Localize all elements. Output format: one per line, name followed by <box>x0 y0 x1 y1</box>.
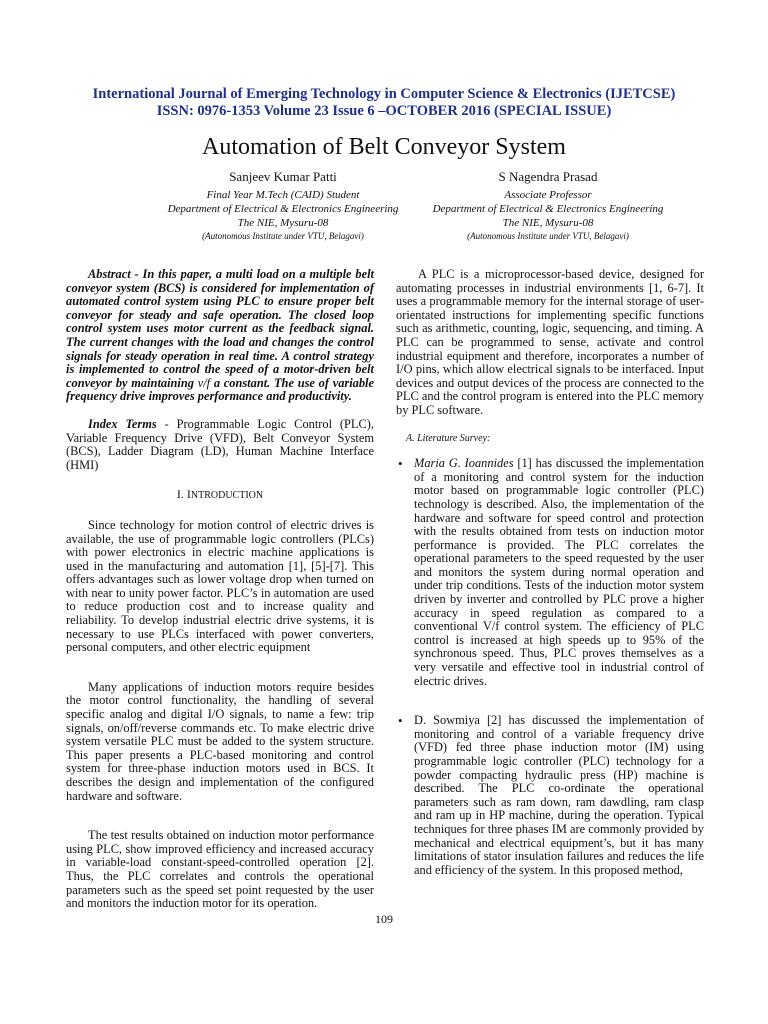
author-note: (Autonomous Institute under VTU, Belagavi) <box>202 231 364 241</box>
section-title: NTRODUCTION <box>190 490 264 502</box>
author-block-2 <box>388 169 708 243</box>
intro-paragraph-2: Many applications of induction motors require besides the motor control functionality, the handling of several specific analog and digital I/O signals, to name a few: trip signals, on/off/reverse commands etc. To make electric drive system versatile PLC must be added to the system structure. This paper presents a PLC-based monitoring and control system for three-phase induction motors used in BCS. It describes the design and implementation of the configured hardware and software. <box>66 679 374 803</box>
author-department: Department of Electrical & Electronics Engineering <box>167 203 399 215</box>
intro-paragraph-1: Since technology for motion control of electric drives is available, the use of programmable logic controllers (PLCs) with power electronics in electric machine applications is used in the manufacturing and automation [1], [5]-[7]. This offers advantages such as lower voltage drop when turned on with near to unity power factor. PLC’s in automation are used to reduce production cost and to increase quality and reliability. To develop industrial electric drive systems, it is necessary to use PLCs interfaced with power converters, personal computers, and other electric equipment <box>66 517 374 655</box>
section-number: I. I <box>176 487 191 502</box>
left-column <box>66 268 374 925</box>
abstract <box>66 268 374 404</box>
bullet-icon: • <box>398 713 403 729</box>
page-number: 109 <box>375 912 393 926</box>
abstract-text: In this paper, a multi load on a multiple belt conveyor system (BCS) is considered for implementation of automated control system using PLC to ensure proper belt conveyor for steady and safe operation. The closed loop control system uses motor current as the feedback signal. The current changes with the load and changes the control signals for steady operation in real time. A control strategy is implemented to control the speed of a motor-driven belt conveyor by maintaining <box>66 267 374 390</box>
subsection-heading: A. Literature Survey: <box>406 432 491 444</box>
list-item <box>396 714 704 877</box>
section-heading <box>66 488 374 503</box>
author-role: Final Year M.Tech (CAID) Student <box>206 189 360 201</box>
journal-issue: ISSN: 0976-1353 Volume 23 Issue 6 –OCTOBER 2016 (SPECIAL ISSUE) <box>156 103 612 119</box>
author-role: Associate Professor <box>504 189 592 201</box>
abstract-lead: Abstract - <box>88 267 139 281</box>
abstract-vf: v/f <box>197 375 211 390</box>
reference-text: D. Sowmiya [2] has discussed the implementation of monitoring and control of a variable frequency drive (VFD) fed three phase induction motor (IM) using programmable logic controller (PLC) technology for a powder compacting hydraulic press (HP) machine is described. The PLC co-ordinate the operational parameters such as ram down, ram dawdling, ram clasp and ram up in HP machine, during the operation. Typical techniques for three phases IM are commonly provided by mechanical and electrical equipment’s, but it has many limitations of stator insulation failures and reduces the life and efficiency of the system. In this proposed method, <box>414 713 704 877</box>
index-terms <box>66 418 374 472</box>
author-name: Sanjeev Kumar Patti <box>229 169 337 184</box>
bullet-icon: • <box>398 456 403 472</box>
reference-text: [1] has discussed the implementation of a monitoring and control system for the induction motor based on programmable logic controller (PLC) technology is described. Also, the implementation of the hardware and software for speed control and protection with the results obtained from tests on induction motor performance is provided. The PLC correlates the operational parameters to the speed requested by the user and monitors the system during normal operation and under trip conditions. Tests of the induction motor system driven by inverter and controlled by PLC prove a higher accuracy in speed regulation as compared to a conventional V/f control system. The efficiency of PLC control is increased at high speeds up to 95% of the synchronous speed. Thus, PLC proves themselves as a very versatile and effective tool in industrial control of electric drives. <box>414 456 704 688</box>
journal-name: International Journal of Emerging Technology in Computer Science & Electronics (IJETCSE) <box>92 86 676 102</box>
right-column <box>396 268 704 891</box>
author-name: S Nagendra Prasad <box>498 169 598 184</box>
reference-author: Maria G. Ioannides <box>414 456 514 471</box>
intro-paragraph-3: The test results obtained on induction motor performance using PLC, show improved efficiency and increased accuracy in variable-load constant-speed-controlled operation [2]. Thus, the PLC correlates and controls the operational parameters such as the speed set point requested by the user and monitors the induction motor for its operation. <box>66 828 374 911</box>
paper-title: Automation of Belt Conveyor System <box>202 134 566 160</box>
list-item <box>396 457 704 688</box>
abstract-text-end: a constant. The use of variable frequency drive improves performance and productivity. <box>66 375 375 404</box>
author-institute: The NIE, Mysuru-08 <box>237 217 329 229</box>
author-institute: The NIE, Mysuru-08 <box>502 217 594 229</box>
index-terms-text: - Programmable Logic Control (PLC), Variable Frequency Drive (VFD), Belt Conveyor System (BCS), Ladder Diagram (LD), Human Machine Interface (HMI) <box>66 416 374 472</box>
author-note: (Autonomous Institute under VTU, Belagavi) <box>467 231 629 241</box>
plc-paragraph: A PLC is a microprocessor-based device, designed for automating processes in industrial environments [1, 6-7]. It uses a programmable memory for the internal storage of user-orientated instructions for implementing specific functions such as arithmetic, counting, logic, sequencing, and timing. A PLC can be programmed to sense, activate and control industrial equipment and therefore, incorporates a number of I/O pins, which allow electrical signals to be interfaced. Input devices and output devices of the process are connected to the PLC and the control program is entered into the PLC memory by PLC software. <box>396 267 704 417</box>
author-department: Department of Electrical & Electronics Engineering <box>432 203 664 215</box>
index-terms-lead: Index Terms <box>88 416 157 431</box>
